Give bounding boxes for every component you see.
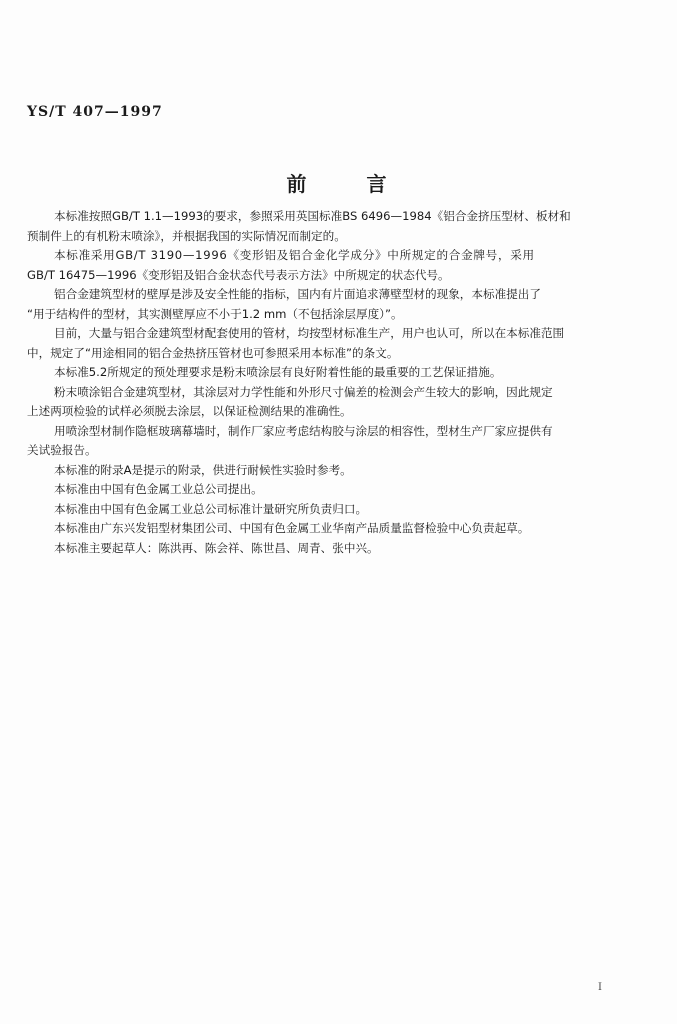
text-line: 本标准采用GB/T 3190—1996《变形铝及铝合金化学成分》中所规定的合金牌号，采用 (54, 248, 535, 262)
text-line: 目前，大量与铝合金建筑型材配套使用的管材，均按型材标准生产，用户也认可，所以在本标准范围 (54, 326, 565, 340)
text-line: 本标准5.2所规定的预处理要求是粉末喷涂层有良好附着性能的最重要的工艺保证措施。 (54, 365, 502, 379)
text-line: GB/T 16475—1996《变形铝及铝合金状态代号表示方法》中所规定的状态代号。 (27, 267, 450, 282)
section-title (0, 168, 677, 197)
text-line: 预制件上的有机粉末喷涂》，并根据我国的实际情况而制定的。 (27, 228, 346, 243)
text-line: 本标准由中国有色金属工业总公司标准计量研究所负责归口。 (54, 501, 368, 516)
title-char-right: 言 (366, 172, 391, 196)
text-line: 本标准的附录A是提示的附录，供进行耐候性实验时参考。 (54, 462, 352, 477)
page-number: I (598, 982, 602, 993)
title-char-left: 前 (286, 172, 311, 196)
text-line: 本标准按照GB/T 1.1—1993的要求，参照采用英国标准BS 6496—1984《铝合金挤压型材、板材和 (54, 209, 571, 223)
text-line: 关试验报告。 (27, 443, 97, 457)
text-line: “用于结构件的型材，其实测壁厚应不小于1.2 mm（不包括涂层厚度）”。 (27, 306, 403, 321)
preface-body (27, 207, 641, 558)
text-line: 本标准由中国有色金属工业总公司提出。 (54, 482, 263, 496)
text-line: 本标准主要起草人：陈洪再、陈会祥、陈世昌、周青、张中兴。 (54, 540, 379, 555)
text-line: 中，规定了“用途相同的铝合金热挤压管材也可参照采用本标准”的条文。 (27, 345, 399, 360)
text-line: 本标准由广东兴发铝型材集团公司、中国有色金属工业华南产品质量监督检验中心负责起草。 (54, 521, 530, 535)
text-line: 铝合金建筑型材的壁厚是涉及安全性能的指标，国内有片面追求薄壁型材的现象，本标准提出了 (54, 287, 541, 301)
text-line: 粉末喷涂铝合金建筑型材，其涂层对力学性能和外形尺寸偏差的检测会产生较大的影响，因此规定 (54, 384, 553, 399)
text-line: 上述两项检验的试样必须脱去涂层，以保证检测结果的准确性。 (27, 404, 352, 418)
text-line: 用喷涂型材制作隐框玻璃幕墙时，制作厂家应考虑结构胶与涂层的相容性，型材生产厂家应提供有 (54, 423, 553, 438)
standard-code: YS/T 407—1997 (27, 104, 163, 120)
